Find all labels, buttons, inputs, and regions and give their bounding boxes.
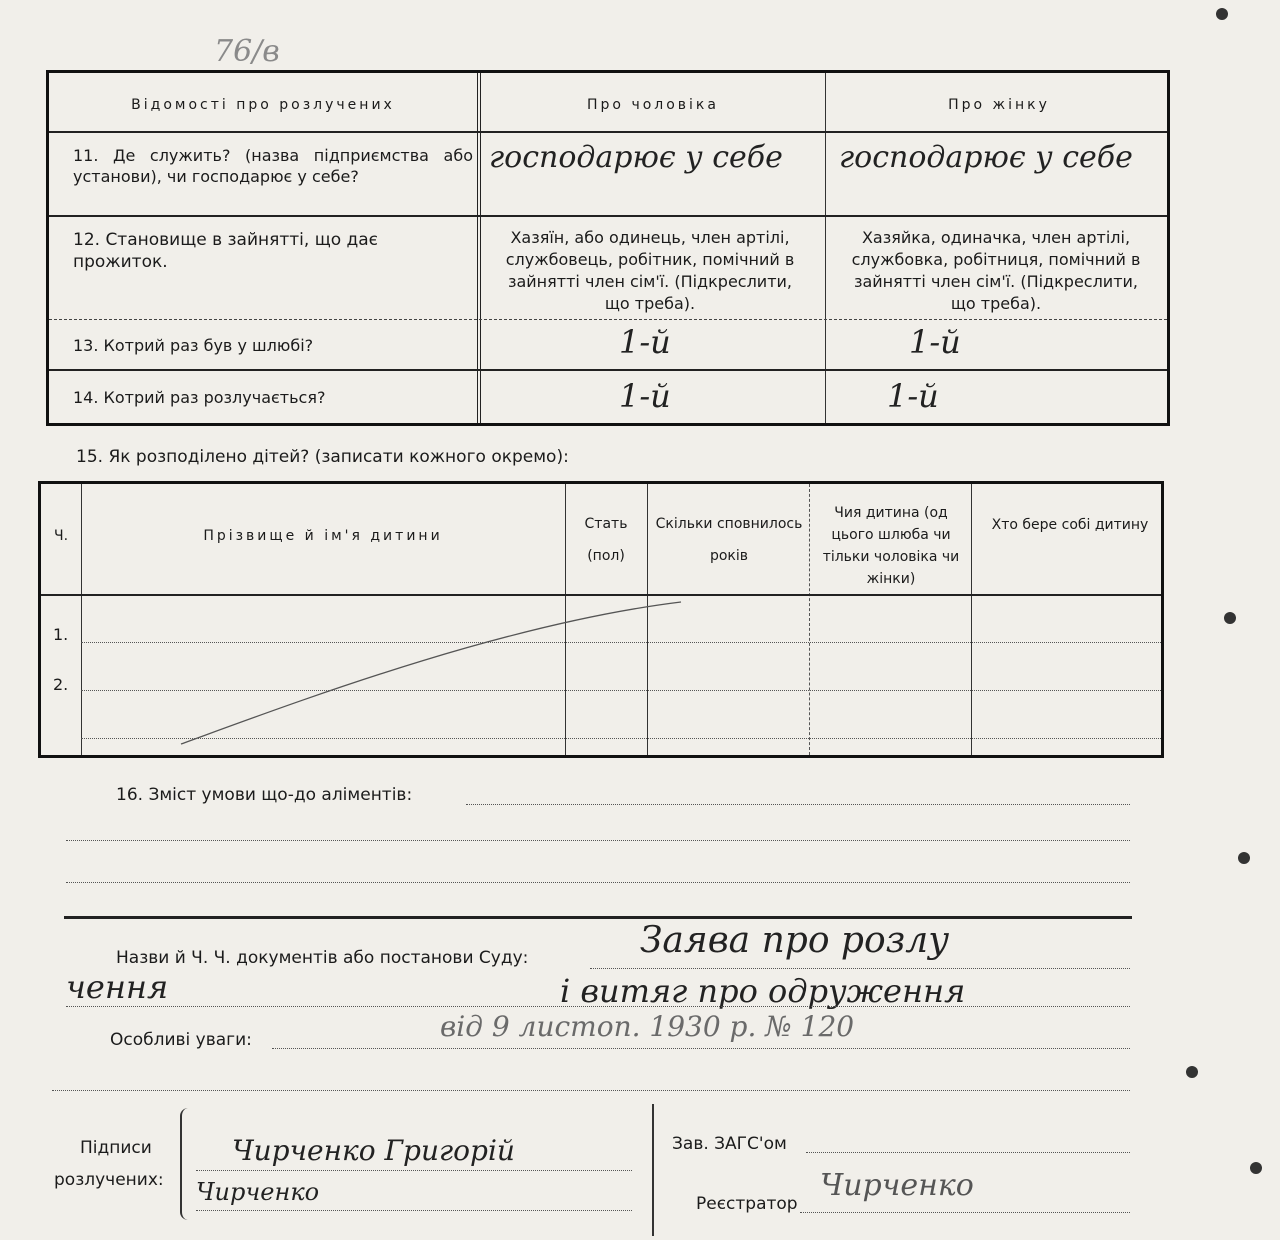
row-12-wife-options: Хазяйка, одиначка, член артілі, службовка, робітниця, помічний в зайнятті член сім'ї. (Підкреслити, що треба). bbox=[851, 228, 1141, 313]
strike-line bbox=[171, 594, 691, 754]
notes-value: від 9 листоп. 1930 р. № 120 bbox=[440, 1010, 855, 1043]
registrar-line[interactable] bbox=[800, 1212, 1130, 1213]
signatures-label-1: Підписи bbox=[80, 1138, 152, 1158]
row-11-wife-value: господарює у себе bbox=[839, 140, 1133, 175]
section-divider bbox=[64, 916, 1132, 919]
documents-value-line1: Заява про розлу bbox=[640, 920, 950, 961]
signature-2: Чирченко bbox=[196, 1178, 320, 1206]
signature-line-2[interactable] bbox=[196, 1210, 632, 1211]
row-11-husband-value: господарює у себе bbox=[489, 140, 783, 175]
zags-head-line[interactable] bbox=[806, 1152, 1130, 1153]
row-12-husband-options: Хазяїн, або одинець, член артілі, службовець, робітник, помічний в зайнятті член сім'ї. (Підкреслити, що треба). bbox=[505, 228, 795, 313]
signatures-label-2: розлучених: bbox=[54, 1170, 164, 1190]
signatures-separator bbox=[652, 1104, 654, 1236]
row-14-wife-value: 1-й bbox=[887, 377, 939, 415]
header-divorce-info: Відомості про розлучених bbox=[131, 97, 395, 113]
row-12-label: 12. Становище в зайнятті, що дає прожиток. bbox=[73, 230, 379, 272]
col-name-header: Прізвище й ім'я дитини bbox=[203, 528, 443, 544]
signature-line-1[interactable] bbox=[196, 1170, 632, 1171]
col-age-header: Скільки сповнилось років bbox=[655, 516, 803, 564]
punch-hole bbox=[1186, 1066, 1198, 1078]
registrar-label: Реєстратор bbox=[696, 1194, 798, 1214]
children-table bbox=[38, 481, 1164, 758]
corner-mark: 76/в bbox=[214, 34, 280, 69]
punch-hole bbox=[1224, 612, 1236, 624]
row-number-2: 2. bbox=[53, 675, 69, 694]
col-whose-header: Чия дитина (од цього шлюба чи тільки чоловіка чи жінки) bbox=[822, 505, 960, 587]
notes-line-2[interactable] bbox=[52, 1090, 1130, 1091]
row-11-label: 11. Де служить? (назва підприємства або установи), чи господарює у себе? bbox=[73, 146, 473, 186]
header-husband: Про чоловіка bbox=[587, 97, 719, 113]
documents-value-line2: чення bbox=[66, 968, 169, 1006]
punch-hole bbox=[1250, 1162, 1262, 1174]
punch-hole bbox=[1216, 8, 1228, 20]
alimony-line-1[interactable] bbox=[466, 804, 1130, 805]
row-number-1: 1. bbox=[53, 625, 69, 644]
documents-value-line3: і витяг про одруження bbox=[560, 972, 966, 1010]
documents-label: Назви й Ч. Ч. документів або постанови Суду: bbox=[116, 948, 529, 968]
section-15-title: 15. Як розподілено дітей? (записати кожного окремо): bbox=[76, 447, 569, 467]
row-14-label: 14. Котрий раз розлучається? bbox=[73, 388, 326, 407]
divorce-info-table bbox=[46, 70, 1170, 426]
alimony-line-2[interactable] bbox=[66, 840, 1130, 841]
col-sex-header: Стать (пол) bbox=[584, 516, 628, 564]
col-number-header: Ч. bbox=[53, 528, 69, 544]
signature-brace bbox=[180, 1108, 194, 1220]
zags-head-label: Зав. ЗАГС'ом bbox=[672, 1134, 787, 1154]
alimony-line-3[interactable] bbox=[66, 882, 1130, 883]
documents-line-2[interactable] bbox=[66, 1006, 1130, 1007]
row-13-husband-value: 1-й bbox=[619, 323, 671, 361]
row-13-label: 13. Котрий раз був у шлюбі? bbox=[73, 336, 314, 355]
col-who-takes-header: Хто бере собі дитину bbox=[991, 517, 1149, 533]
header-wife: Про жінку bbox=[948, 97, 1050, 113]
notes-line-1[interactable] bbox=[272, 1048, 1130, 1049]
row-14-husband-value: 1-й bbox=[619, 377, 671, 415]
registrar-signature: Чирченко bbox=[820, 1168, 974, 1203]
signature-1: Чирченко Григорій bbox=[232, 1134, 515, 1167]
documents-line-1[interactable] bbox=[590, 968, 1130, 969]
notes-label: Особливі уваги: bbox=[110, 1030, 252, 1050]
section-16-label: 16. Зміст умови що-до аліментів: bbox=[116, 785, 413, 805]
row-13-wife-value: 1-й bbox=[909, 323, 961, 361]
punch-hole bbox=[1238, 852, 1250, 864]
